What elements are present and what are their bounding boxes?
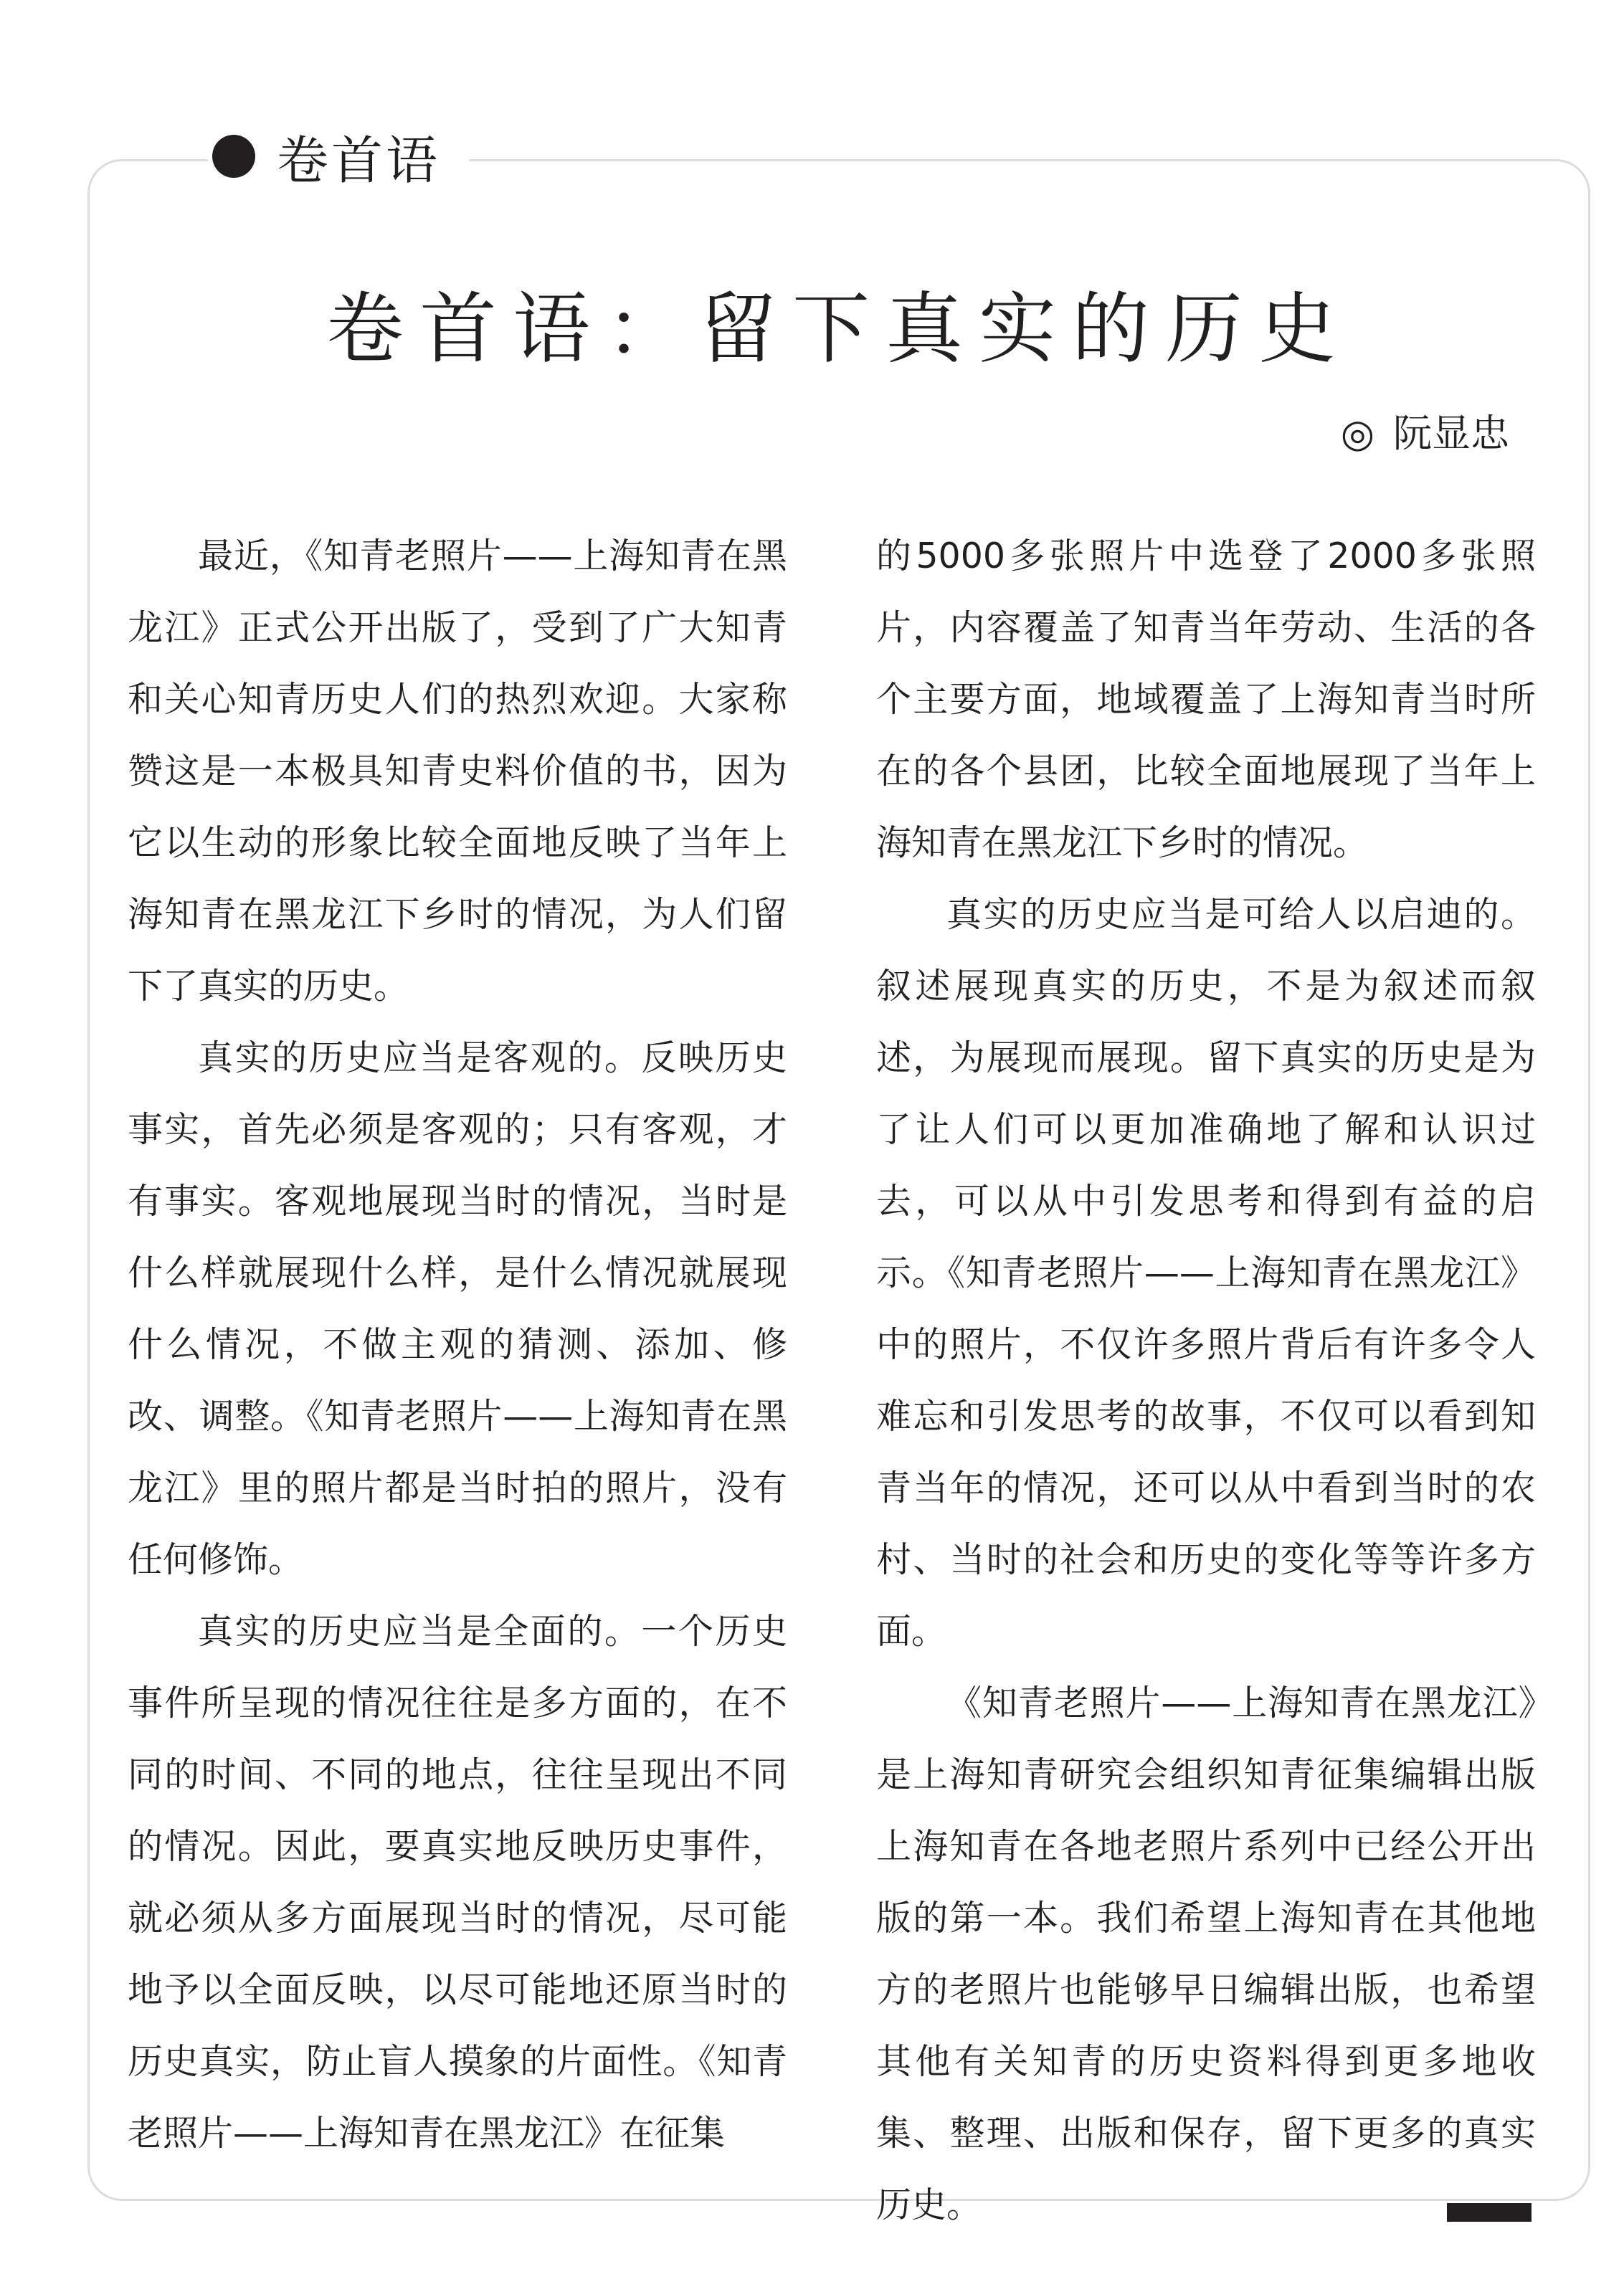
author-name: 阮显忠	[1393, 411, 1509, 456]
paragraph: 真实的历史应当是客观的。反映历史事实，首先必须是客观的；只有客观，才有事实。客观地展现当时的情况，当时是什么样就展现什么样，是什么情况就展现什么情况，不做主观的猜测、添加、修改、调整。《知青老照片——上海知青在黑龙江》里的照片都是当时拍的照片，没有任何修饰。	[128, 1037, 787, 1580]
byline	[1341, 405, 1509, 462]
byline-mark-icon: ◎	[1340, 411, 1374, 456]
left-column	[128, 520, 787, 2169]
paragraph-continued: 的5000多张照片中选登了2000多张照片，内容覆盖了知青当年劳动、生活的各个主要方面，地域覆盖了上海知青当时所在的各个县团，比较全面地展现了当年上海知青在黑龙江下乡时的情况。	[876, 536, 1536, 863]
bullet-dot-icon	[212, 135, 255, 178]
section-header	[208, 120, 469, 192]
paragraph: 最近，《知青老照片——上海知青在黑龙江》正式公开出版了，受到了广大知青和关心知青历史人们的热烈欢迎。大家称赞这是一本极具知青史料价值的书，因为它以生动的形象比较全面地反映了当年上海知青在黑龙江下乡时的情况，为人们留下了真实的历史。	[128, 536, 787, 1007]
right-column	[876, 520, 1536, 2241]
paragraph: 《知青老照片——上海知青在黑龙江》是上海知青研究会组织知青征集编辑出版上海知青在各地老照片系列中已经公开出版的第一本。我们希望上海知青在其他地方的老照片也能够早日编辑出版，也希望其他有关知青的历史资料得到更多地收集、整理、出版和保存，留下更多的真实历史。	[876, 1683, 1536, 2225]
section-label: 卷首语	[277, 130, 441, 191]
article-title: 卷首语：留下真实的历史	[326, 285, 1352, 374]
paragraph: 真实的历史应当是全面的。一个历史事件所呈现的情况往往是多方面的，在不同的时间、不同的地点，往往呈现出不同的情况。因此，要真实地反映历史事件，就必须从多方面展现当时的情况，尽可能地予以全面反映，以尽可能地还原当时的历史真实，防止盲人摸象的片面性。《知青老照片——上海知青在黑龙江》在征集	[128, 1611, 787, 2154]
page-tab-marker	[1447, 2203, 1532, 2222]
paragraph: 真实的历史应当是可给人以启迪的。叙述展现真实的历史，不是为叙述而叙述，为展现而展现。留下真实的历史是为了让人们可以更加准确地了解和认识过去，可以从中引发思考和得到有益的启示。《知青老照片——上海知青在黑龙江》中的照片，不仅许多照片背后有许多令人难忘和引发思考的故事，不仅可以看到知青当年的情况，还可以从中看到当时的农村、当时的社会和历史的变化等等许多方面。	[876, 894, 1536, 1652]
